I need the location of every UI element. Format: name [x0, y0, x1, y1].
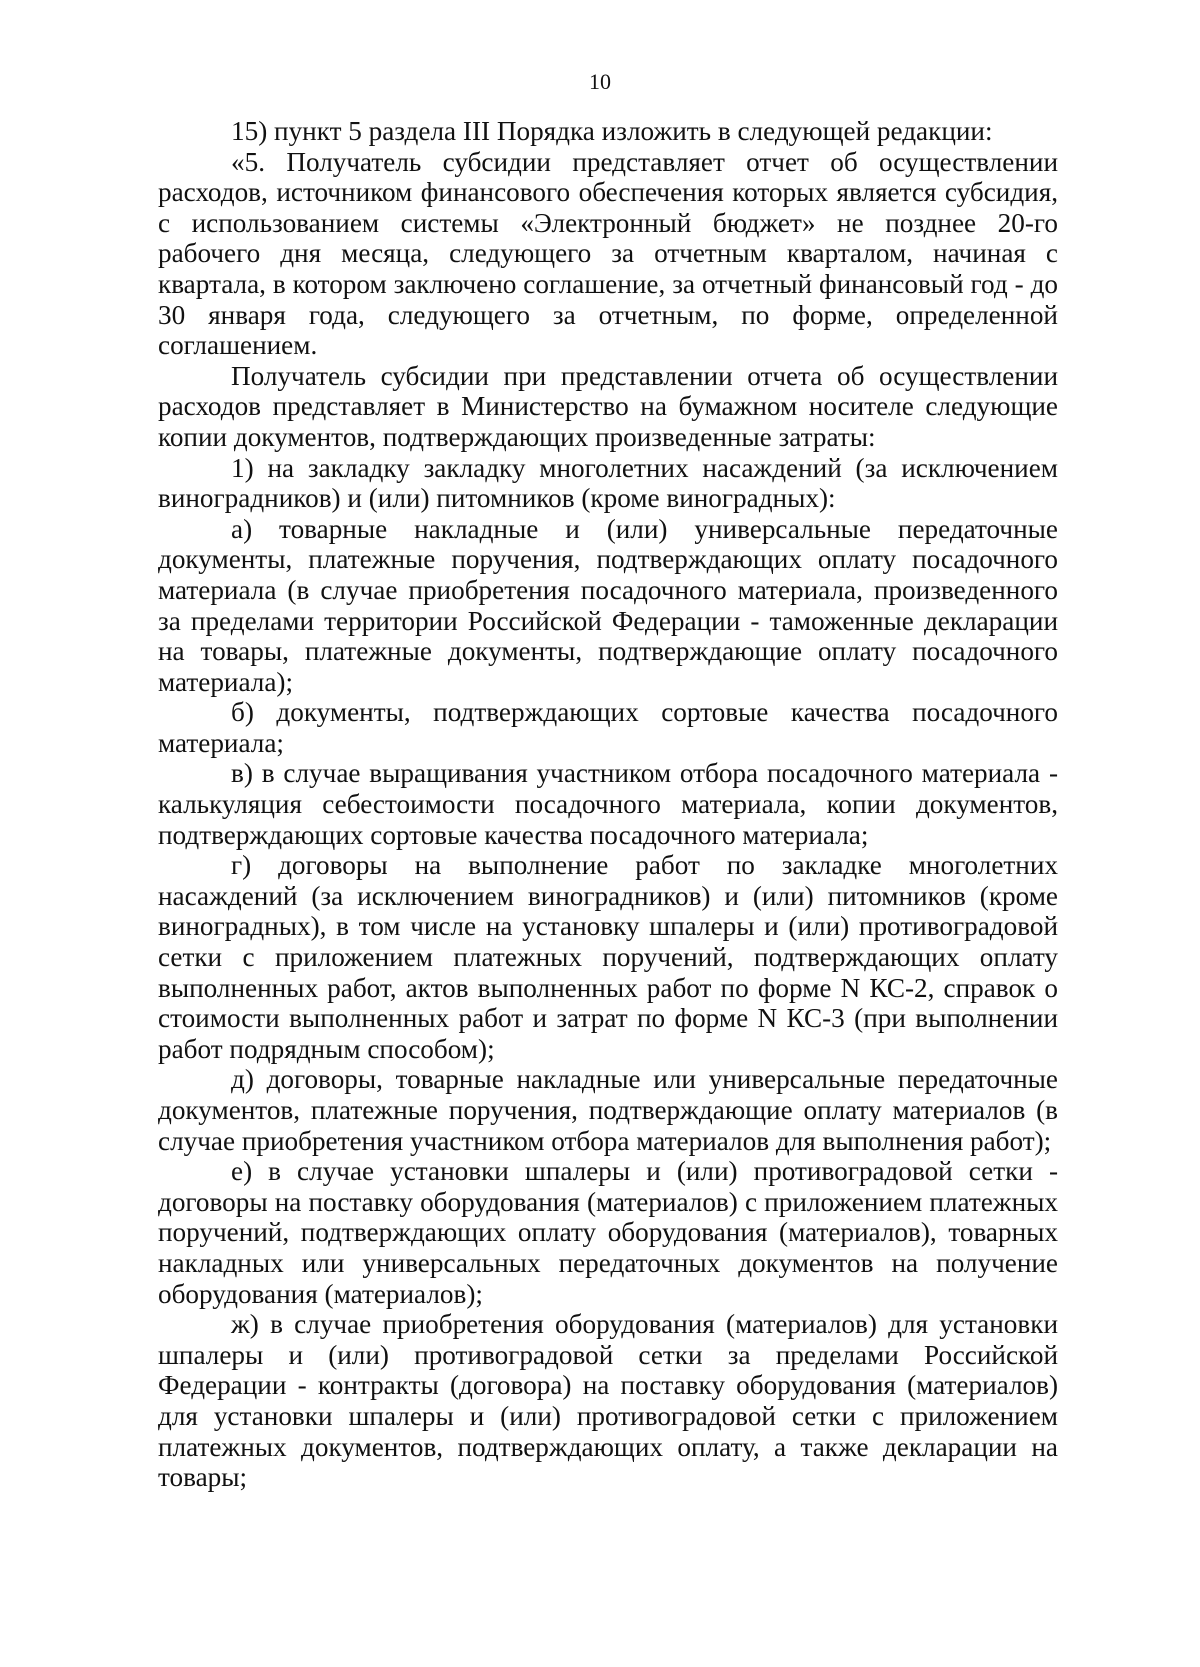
paragraph-item-1: 1) на закладку закладку многолетних насаждений (за исключением виноградников) и (или) питомников (кроме виноградных): — [158, 452, 1058, 514]
paragraph-subitem-b: б) документы, подтверждающих сортовые качества посадочного материала; — [158, 697, 1058, 758]
paragraph-item-15: 15) пункт 5 раздела III Порядка изложить в следующей редакции: — [231, 116, 993, 146]
paragraph-subitem-zh: ж) в случае приобретения оборудования (материалов) для установки шпалеры и (или) противоградовой сетки за пределами Российской Федерации - контракты (договора) на поставку оборудования (материалов) для установки шпалеры и (или) противоградовой сетки с приложением платежных документов, подтверждающих оплату, а также декларации на товары; — [158, 1309, 1058, 1493]
paragraph-report-deadline: «5. Получатель субсидии представляет отчет об осуществлении расходов, источником финансового обеспечения которых является субсидия, с использованием системы «Электронный бюджет» не позднее 20-го рабочего дня месяца, следующего за отчетным кварталом, начиная с квартала, в котором заключено соглашение, за отчетный финансовый год - до 30 января года, следующего за отчетным, по форме, определенной соглашением. — [158, 146, 1058, 361]
paragraph-documents-intro: Получатель субсидии при представлении отчета об осуществлении расходов представляет в Министерство на бумажном носителе следующие копии документов, подтверждающих произведенные затраты: — [158, 360, 1058, 452]
page-number: 10 — [589, 69, 611, 94]
paragraph-subitem-e: е) в случае установки шпалеры и (или) противоградовой сетки - договоры на поставку оборудования (материалов) с приложением платежных поручений, подтверждающих оплату оборудования (материалов), товарных накладных или универсальных передаточных документов на получение оборудования (материалов); — [158, 1156, 1058, 1309]
paragraph-subitem-d: д) договоры, товарные накладные или универсальные передаточные документов, платежные поручения, подтверждающие оплату материалов (в случае приобретения участником отбора материалов для выполнения работ); — [158, 1064, 1058, 1156]
paragraph-subitem-a: а) товарные накладные и (или) универсальные передаточные документы, платежные поручения, подтверждающих оплату посадочного материала (в случае приобретения посадочного материала, произведенного за пределами территории Российской Федерации - таможенные декларации на товары, платежные документы, подтверждающие оплату посадочного материала); — [158, 513, 1058, 697]
document-body — [158, 116, 1058, 1493]
paragraph-subitem-v: в) в случае выращивания участником отбора посадочного материала - калькуляция себестоимости посадочного материала, копии документов, подтверждающих сортовые качества посадочного материала; — [158, 758, 1058, 850]
paragraph-subitem-g: г) договоры на выполнение работ по закладке многолетних насаждений (за исключением виноградников) и (или) питомников (кроме виноградных), в том числе на установку шпалеры и (или) противоградовой сетки с приложением платежных поручений, подтверждающих оплату выполненных работ, актов выполненных работ по форме N КС-2, справок о стоимости выполненных работ и затрат по форме N КС-3 (при выполнении работ подрядным способом); — [158, 850, 1058, 1064]
